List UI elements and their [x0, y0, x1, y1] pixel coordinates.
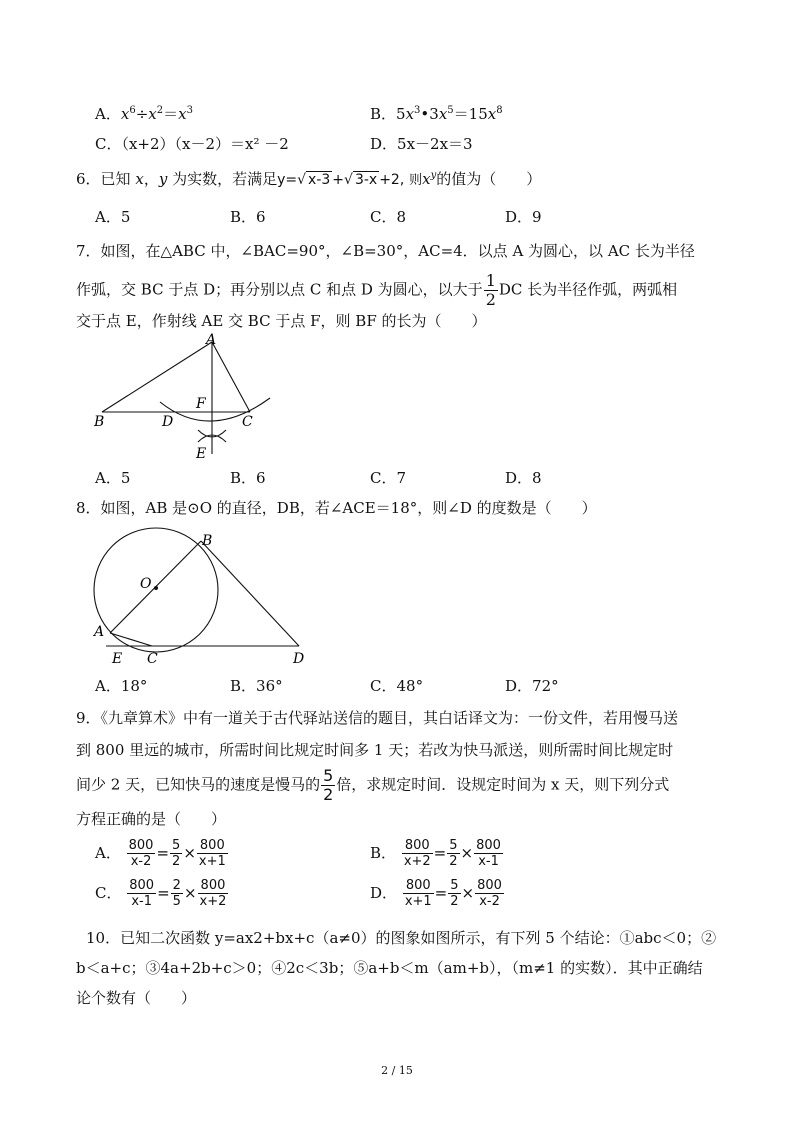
q5-option-d: D．5x－2x＝3 [370, 135, 473, 153]
q7-arc-center-a [160, 398, 270, 421]
q9-option-b: B． $\frac{800}{x+2}$ = $\frac{5}{2}$ × $\frac{800}{x-1}$ [370, 838, 501, 869]
q8-option-a: A．18° [95, 677, 148, 695]
q7-label-e: E [196, 446, 207, 462]
q10-line-2: b＜a+c；③4a+2b+c＞0；④2c＜3b；⑤a+b＜m（am+b），（m≠1 的实数）．其中正确结 [76, 959, 703, 977]
q7-fraction: $\frac{1}{2}$ [485, 271, 496, 309]
q7-segment-ac [212, 342, 250, 412]
page-number: 2 / 15 [381, 1064, 413, 1077]
q7-label-d: D [162, 414, 174, 430]
q8-option-c: C．48° [370, 677, 424, 695]
q5-option-c: C．（x+2）（x－2）＝x² －2 [95, 135, 289, 153]
q8-label-o: O [140, 576, 152, 592]
q9-option-c: C． $\frac{800}{x-1}$ = $\frac{2}{5}$ × $\frac{800}{x+2}$ [95, 878, 227, 909]
q8-segment-bd [201, 541, 299, 646]
q9-line-4: 方程正确的是（ ） [76, 810, 227, 828]
q7-option-b: B．6 [230, 469, 266, 487]
q7-label-a: A [206, 332, 217, 348]
q8-label-a: A [94, 624, 105, 640]
q7-label-f: F [196, 396, 206, 412]
q9-line-3: 间少 2 天，已知快马的速度是慢马的 $\frac{5}{2}$ 倍，求规定时间．设规定时间为 x 天，则下列分式 [76, 766, 670, 804]
q10-line-3: 论个数有（ ） [76, 989, 197, 1007]
q7-line-1: 7．如图，在△ABC 中，∠BAC=90°，∠B=30°，AC=4．以点 A 为圆心，以 AC 长为半径 [76, 242, 695, 260]
q7-label-c: C [242, 414, 253, 430]
q9-line-1: 9．《九章算术》中有一道关于古代驿站送信的题目，其白话译文为：一份文件，若用慢马送 [76, 709, 679, 727]
q8-label-d: D [293, 651, 305, 667]
q9-fraction: $\frac{5}{2}$ [323, 766, 334, 804]
q7-line-2: 作弧，交 BC 于点 D；再分别以点 C 和点 D 为圆心，以大于 $\frac{1}{2}$ DC 长为半径作弧，两弧相 [76, 271, 678, 309]
q9-option-d: D． $\frac{800}{x+1}$ = $\frac{5}{2}$ × $\frac{800}{x-2}$ [370, 878, 502, 909]
q8-label-e: E [112, 651, 123, 667]
q8-label-b: B [202, 533, 213, 549]
q6-option-a: A．5 [95, 208, 131, 226]
q9-line-2: 到 800 里远的城市，所需时间比规定时间多 1 天；若改为快马派送，则所需时间比规定时 [76, 741, 674, 759]
q8-chord-ac [110, 633, 152, 646]
q5-option-a: A．$x^6\div x^2=x^3$ [95, 105, 193, 123]
q8-label-c: C [147, 651, 158, 667]
q8-question: 8．如图，AB 是⊙O 的直径，DB，若∠ACE＝18°，则∠D 的度数是（ ） [76, 499, 597, 517]
q8-option-d: D．72° [505, 677, 559, 695]
q10-line-1: 10．已知二次函数 y=ax2+bx+c（a≠0）的图象如图所示，有下列 5 个结论：①abc＜0；② [86, 929, 717, 947]
q6-option-d: D．9 [505, 208, 542, 226]
q6-option-b: B．6 [230, 208, 266, 226]
q7-figure [90, 332, 280, 462]
q5-option-b: B．$5x^3•3x^5=15x^8$ [370, 105, 503, 123]
q6-question: 6．已知 x，y 为实数，若满足y=√ x-3 +√ 3-x +2, 则$x^y$的值为（ ） [76, 170, 542, 188]
q8-option-b: B．36° [230, 677, 283, 695]
q6-option-c: C．8 [370, 208, 407, 226]
q7-option-d: D．8 [505, 469, 542, 487]
q7-line-3: 交于点 E，作射线 AE 交 BC 于点 F，则 BF 的长为（ ） [76, 312, 487, 330]
q8-figure [88, 526, 318, 671]
q9-option-a: A． $\frac{800}{x-2}$ = $\frac{5}{2}$ × $\frac{800}{x+1}$ [95, 838, 226, 869]
q7-label-b: B [94, 414, 105, 430]
q7-option-c: C．7 [370, 469, 407, 487]
q8-center-dot [154, 586, 158, 590]
q7-option-a: A．5 [95, 469, 131, 487]
